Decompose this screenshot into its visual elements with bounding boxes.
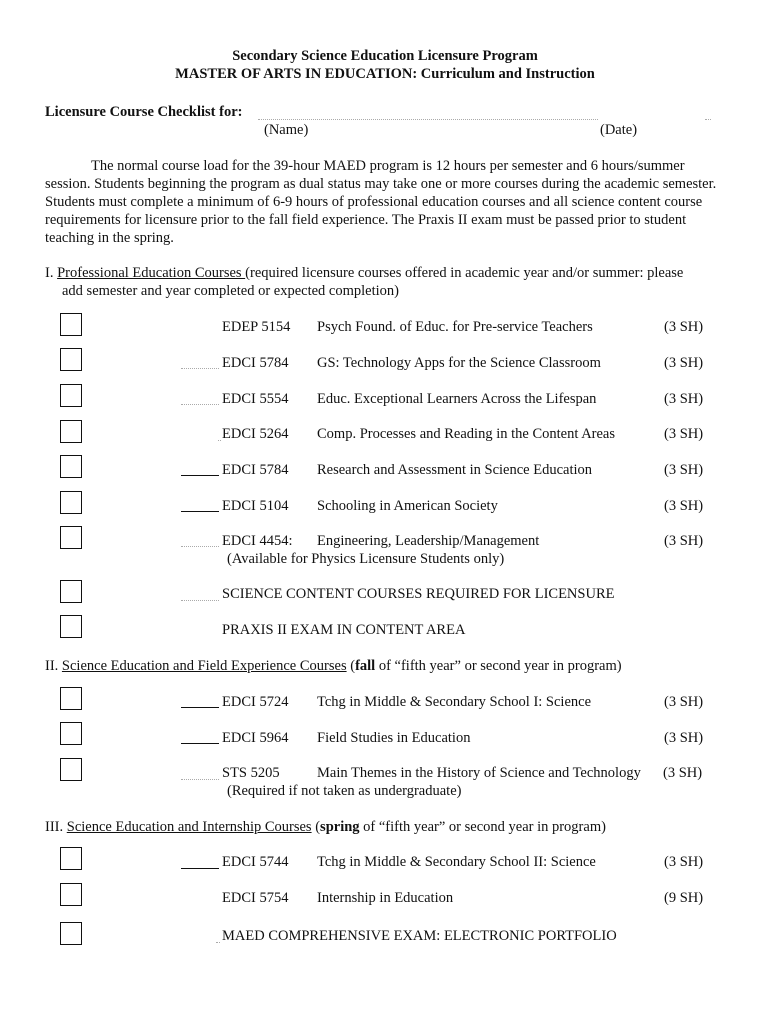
checkbox-sts-5205[interactable] xyxy=(60,758,82,781)
course-title: GS: Technology Apps for the Science Classroom xyxy=(317,355,601,371)
course-code: EDCI 5754 xyxy=(222,890,289,906)
course-title: Field Studies in Education xyxy=(317,730,471,746)
checkbox-edci-5264[interactable] xyxy=(60,420,82,443)
course-code: STS 5205 xyxy=(222,765,280,781)
course-title: Tchg in Middle & Secondary School I: Science xyxy=(317,694,592,710)
completion-blank[interactable] xyxy=(218,440,221,441)
completion-blank[interactable] xyxy=(181,368,219,369)
intro-line-3: Students must complete a minimum of 6-9 hours of professional education courses and all science content course xyxy=(45,194,703,210)
section-1-numeral: I. xyxy=(45,265,54,281)
course-code: EDCI 5784 xyxy=(222,462,289,478)
section-1-heading xyxy=(45,265,683,282)
course-code: EDCI 5724 xyxy=(222,694,289,710)
checkbox-edci-4454[interactable] xyxy=(60,526,82,549)
course-note: (Available for Physics Licensure Students only) xyxy=(227,551,505,567)
checkbox-edep-5154[interactable] xyxy=(60,313,82,336)
completion-blank[interactable] xyxy=(181,475,219,476)
section-3-numeral: III. xyxy=(45,819,64,835)
intro-line-1: The normal course load for the 39-hour MAED program is 12 hours per semester and 6 hours/summer xyxy=(91,158,685,174)
course-hours: (3 SH) xyxy=(664,462,704,478)
course-hours: (3 SH) xyxy=(664,694,704,710)
course-title: Comp. Processes and Reading in the Content Areas xyxy=(317,426,616,442)
completion-blank[interactable] xyxy=(181,707,219,708)
course-title: Educ. Exceptional Learners Across the Lifespan xyxy=(317,391,597,407)
section-3-title: Science Education and Internship Courses xyxy=(66,819,312,835)
checkbox-edci-5784-research[interactable] xyxy=(60,455,82,478)
praxis-requirement: PRAXIS II EXAM IN CONTENT AREA xyxy=(222,622,466,638)
checkbox-edci-5554[interactable] xyxy=(60,384,82,407)
completion-blank[interactable] xyxy=(181,404,219,405)
course-hours: (3 SH) xyxy=(664,319,704,335)
section-2-rest: of “fifth year” or second year in program) xyxy=(375,658,622,674)
course-hours: (3 SH) xyxy=(663,765,703,781)
intro-line-4: requirements for licensure prior to the fall field experience. The Praxis II exam must be passed prior to student xyxy=(45,212,687,228)
completion-blank[interactable] xyxy=(216,942,220,943)
date-field[interactable] xyxy=(705,119,711,120)
section-1-title: Professional Education Courses xyxy=(57,265,246,281)
paren: ( xyxy=(346,658,356,674)
completion-blank[interactable] xyxy=(181,546,219,547)
checkbox-science-content[interactable] xyxy=(60,580,82,603)
paren: ( xyxy=(311,819,321,835)
course-code: EDEP 5154 xyxy=(222,319,291,335)
checkbox-edci-5744[interactable] xyxy=(60,847,82,870)
course-hours: (9 SH) xyxy=(664,890,704,906)
section-2-numeral: II. xyxy=(45,658,59,674)
course-code: EDCI 4454: xyxy=(222,533,293,549)
course-hours: (3 SH) xyxy=(664,854,704,870)
course-code: EDCI 5964 xyxy=(222,730,289,746)
course-code: EDCI 5784 xyxy=(222,355,289,371)
section-3-heading xyxy=(45,819,606,836)
course-hours: (3 SH) xyxy=(664,730,704,746)
section-1-desc-2: add semester and year completed or expected completion) xyxy=(62,283,399,299)
section-2-heading xyxy=(45,658,622,675)
course-title: Research and Assessment in Science Education xyxy=(317,462,593,478)
date-caption: (Date) xyxy=(600,122,638,138)
course-title: Psych Found. of Educ. for Pre-service Teachers xyxy=(317,319,593,335)
checkbox-edci-5104[interactable] xyxy=(60,491,82,514)
portfolio-requirement: MAED COMPREHENSIVE EXAM: ELECTRONIC PORTFOLIO xyxy=(222,928,617,944)
name-field[interactable] xyxy=(258,119,598,120)
checkbox-portfolio[interactable] xyxy=(60,922,82,945)
course-code: EDCI 5104 xyxy=(222,498,289,514)
course-hours: (3 SH) xyxy=(664,426,704,442)
completion-blank[interactable] xyxy=(181,511,219,512)
section-2-term: fall xyxy=(355,658,376,674)
name-caption: (Name) xyxy=(264,122,309,138)
section-2-title: Science Education and Field Experience Courses xyxy=(61,658,347,674)
completion-blank[interactable] xyxy=(181,600,219,601)
intro-line-5: teaching in the spring. xyxy=(45,230,174,246)
checkbox-edci-5754[interactable] xyxy=(60,883,82,906)
course-code: EDCI 5744 xyxy=(222,854,289,870)
section-3-term: spring xyxy=(320,819,360,835)
completion-blank[interactable] xyxy=(181,743,219,744)
course-title: Engineering, Leadership/Management xyxy=(317,533,540,549)
science-content-requirement: SCIENCE CONTENT COURSES REQUIRED FOR LICENSURE xyxy=(222,586,615,602)
course-code: EDCI 5264 xyxy=(222,426,289,442)
course-title: Schooling in American Society xyxy=(317,498,498,514)
checkbox-edci-5784-tech[interactable] xyxy=(60,348,82,371)
course-note: (Required if not taken as undergraduate) xyxy=(227,783,462,799)
checkbox-edci-5724[interactable] xyxy=(60,687,82,710)
course-title: Tchg in Middle & Secondary School II: Science xyxy=(317,854,596,870)
intro-line-2: session. Students beginning the program as dual status may take one or more courses during the academic semester. xyxy=(45,176,717,192)
course-hours: (3 SH) xyxy=(664,355,704,371)
course-title: Main Themes in the History of Science and Technology xyxy=(317,765,641,781)
course-hours: (3 SH) xyxy=(664,391,704,407)
checklist-label: Licensure Course Checklist for: xyxy=(45,104,243,120)
checkbox-edci-5964[interactable] xyxy=(60,722,82,745)
course-code: EDCI 5554 xyxy=(222,391,289,407)
section-3-rest: of “fifth year” or second year in program) xyxy=(359,819,606,835)
course-title: Internship in Education xyxy=(317,890,454,906)
program-title: Secondary Science Education Licensure Program xyxy=(232,48,538,64)
degree-title: MASTER OF ARTS IN EDUCATION: Curriculum and Instruction xyxy=(175,66,595,82)
completion-blank[interactable] xyxy=(181,868,219,869)
completion-blank[interactable] xyxy=(181,779,219,780)
checkbox-praxis[interactable] xyxy=(60,615,82,638)
course-hours: (3 SH) xyxy=(664,533,704,549)
course-hours: (3 SH) xyxy=(664,498,704,514)
section-1-desc: (required licensure courses offered in academic year and/or summer: please xyxy=(245,265,684,281)
